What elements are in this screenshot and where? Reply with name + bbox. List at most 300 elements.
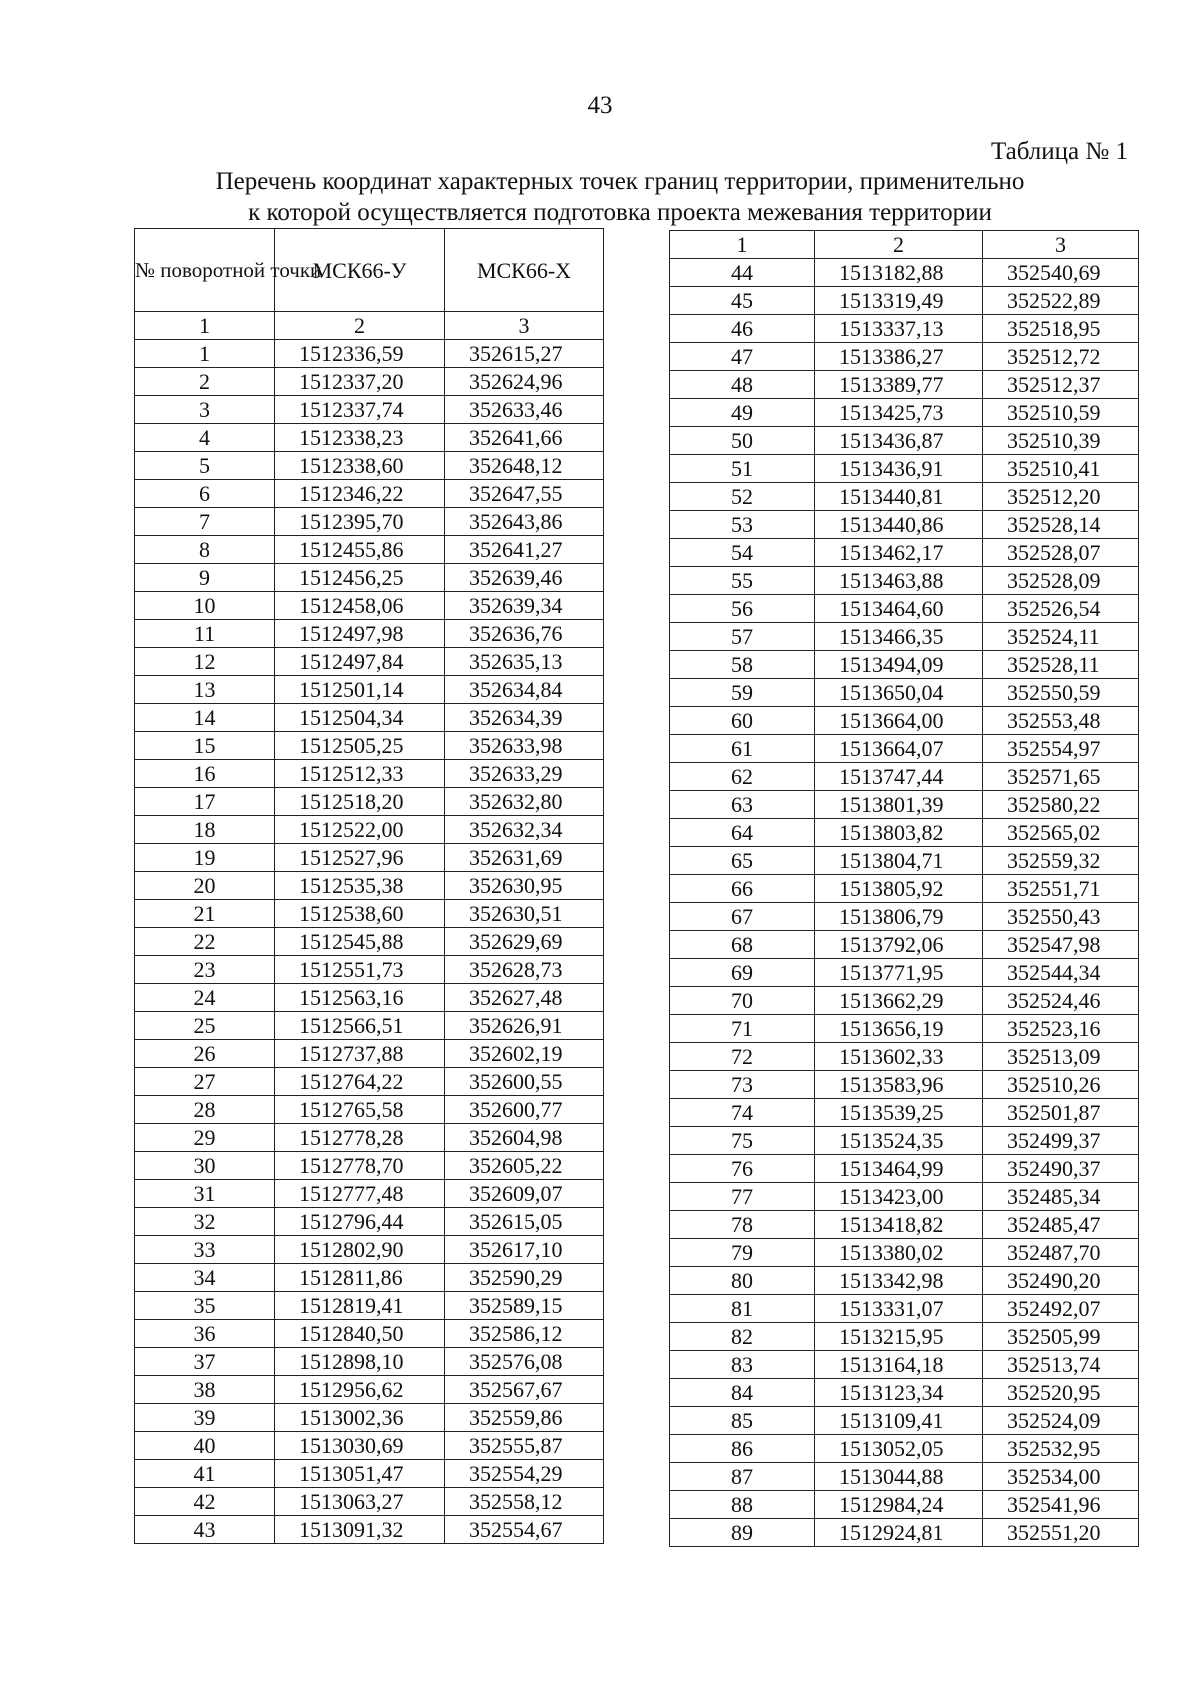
x-coordinate-cell: 352631,69 [445,844,604,872]
table-row [670,427,1139,455]
y-coordinate-cell: 1512504,34 [275,704,445,732]
y-coordinate-cell: 1512501,14 [275,676,445,704]
x-coordinate-cell: 352510,26 [983,1071,1139,1099]
table-row [135,480,604,508]
point-number-cell: 37 [135,1348,275,1376]
point-number-cell: 6 [135,480,275,508]
x-coordinate-cell: 352617,10 [445,1236,604,1264]
table-row [670,903,1139,931]
y-coordinate-cell: 1512522,00 [275,816,445,844]
table-row [670,791,1139,819]
column-header-point: № поворотной точки [135,229,275,312]
x-coordinate-cell: 352632,80 [445,788,604,816]
column-header-x: МСК66-X [445,229,604,312]
y-coordinate-cell: 1512395,70 [275,508,445,536]
x-coordinate-cell: 352518,95 [983,315,1139,343]
point-number-cell: 60 [670,707,815,735]
y-coordinate-cell: 1513524,35 [815,1127,983,1155]
table-heading [150,166,1090,228]
x-coordinate-cell: 352513,74 [983,1351,1139,1379]
point-number-cell: 55 [670,567,815,595]
x-coordinate-cell: 352633,29 [445,760,604,788]
y-coordinate-cell: 1513650,04 [815,679,983,707]
column-number-3: 3 [445,312,604,340]
y-coordinate-cell: 1513664,00 [815,707,983,735]
y-coordinate-cell: 1512336,59 [275,340,445,368]
x-coordinate-cell: 352547,98 [983,931,1139,959]
point-number-cell: 7 [135,508,275,536]
x-coordinate-cell: 352648,12 [445,452,604,480]
table-row [670,959,1139,987]
column-number-1: 1 [670,231,815,259]
table-row [670,987,1139,1015]
point-number-cell: 18 [135,816,275,844]
table-row [670,539,1139,567]
y-coordinate-cell: 1512497,84 [275,648,445,676]
x-coordinate-cell: 352554,67 [445,1516,604,1544]
table-row [670,1407,1139,1435]
y-coordinate-cell: 1513539,25 [815,1099,983,1127]
x-coordinate-cell: 352523,16 [983,1015,1139,1043]
point-number-cell: 9 [135,564,275,592]
table-row [135,956,604,984]
y-coordinate-cell: 1512518,20 [275,788,445,816]
table-row [135,1460,604,1488]
point-number-cell: 44 [670,259,815,287]
x-coordinate-cell: 352485,34 [983,1183,1139,1211]
y-coordinate-cell: 1512956,62 [275,1376,445,1404]
y-coordinate-cell: 1512924,81 [815,1519,983,1547]
point-number-cell: 78 [670,1211,815,1239]
x-coordinate-cell: 352550,43 [983,903,1139,931]
point-number-cell: 28 [135,1096,275,1124]
y-coordinate-cell: 1513091,32 [275,1516,445,1544]
x-coordinate-cell: 352635,13 [445,648,604,676]
point-number-cell: 11 [135,620,275,648]
table-row [135,368,604,396]
y-coordinate-cell: 1513331,07 [815,1295,983,1323]
point-number-cell: 80 [670,1267,815,1295]
y-coordinate-cell: 1513063,27 [275,1488,445,1516]
y-coordinate-cell: 1513806,79 [815,903,983,931]
table-row [670,1043,1139,1071]
y-coordinate-cell: 1512538,60 [275,900,445,928]
y-coordinate-cell: 1512551,73 [275,956,445,984]
y-coordinate-cell: 1513805,92 [815,875,983,903]
table-row [670,287,1139,315]
y-coordinate-cell: 1513052,05 [815,1435,983,1463]
y-coordinate-cell: 1512778,70 [275,1152,445,1180]
y-coordinate-cell: 1513463,88 [815,567,983,595]
point-number-cell: 42 [135,1488,275,1516]
x-coordinate-cell: 352555,87 [445,1432,604,1460]
point-number-cell: 74 [670,1099,815,1127]
x-coordinate-cell: 352647,55 [445,480,604,508]
point-number-cell: 68 [670,931,815,959]
x-coordinate-cell: 352639,34 [445,592,604,620]
x-coordinate-cell: 352559,86 [445,1404,604,1432]
point-number-cell: 56 [670,595,815,623]
table-row [670,1435,1139,1463]
table-row [670,1267,1139,1295]
x-coordinate-cell: 352615,27 [445,340,604,368]
x-coordinate-cell: 352630,51 [445,900,604,928]
y-coordinate-cell: 1512840,50 [275,1320,445,1348]
column-number-3: 3 [983,231,1139,259]
point-number-cell: 48 [670,371,815,399]
x-coordinate-cell: 352634,39 [445,704,604,732]
point-number-cell: 84 [670,1379,815,1407]
x-coordinate-cell: 352630,95 [445,872,604,900]
table-row [670,1491,1139,1519]
table-row [670,1463,1139,1491]
table-row [135,1208,604,1236]
x-coordinate-cell: 352554,29 [445,1460,604,1488]
point-number-cell: 50 [670,427,815,455]
table-row [670,511,1139,539]
point-number-cell: 34 [135,1264,275,1292]
point-number-cell: 83 [670,1351,815,1379]
point-number-cell: 63 [670,791,815,819]
point-number-cell: 51 [670,455,815,483]
y-coordinate-cell: 1513109,41 [815,1407,983,1435]
table-row [135,1040,604,1068]
table-row [135,396,604,424]
table-row [135,844,604,872]
table-row [135,1320,604,1348]
table-row [135,648,604,676]
x-coordinate-cell: 352510,39 [983,427,1139,455]
point-number-cell: 35 [135,1292,275,1320]
table-row [670,399,1139,427]
y-coordinate-cell: 1513801,39 [815,791,983,819]
table-row [670,483,1139,511]
y-coordinate-cell: 1512455,86 [275,536,445,564]
y-coordinate-cell: 1512456,25 [275,564,445,592]
x-coordinate-cell: 352512,20 [983,483,1139,511]
x-coordinate-cell: 352524,09 [983,1407,1139,1435]
y-coordinate-cell: 1513771,95 [815,959,983,987]
point-number-cell: 79 [670,1239,815,1267]
table-row [670,259,1139,287]
table-row [135,620,604,648]
y-coordinate-cell: 1512563,16 [275,984,445,1012]
point-number-cell: 69 [670,959,815,987]
point-number-cell: 25 [135,1012,275,1040]
y-coordinate-cell: 1513436,91 [815,455,983,483]
x-coordinate-cell: 352576,08 [445,1348,604,1376]
point-number-cell: 17 [135,788,275,816]
x-coordinate-cell: 352492,07 [983,1295,1139,1323]
point-number-cell: 52 [670,483,815,511]
page-number: 43 [587,92,613,119]
y-coordinate-cell: 1512497,98 [275,620,445,648]
x-coordinate-cell: 352510,59 [983,399,1139,427]
point-number-cell: 19 [135,844,275,872]
x-coordinate-cell: 352600,55 [445,1068,604,1096]
point-number-cell: 29 [135,1124,275,1152]
table-row [670,1183,1139,1211]
point-number-cell: 26 [135,1040,275,1068]
x-coordinate-cell: 352528,07 [983,539,1139,567]
x-coordinate-cell: 352554,97 [983,735,1139,763]
x-coordinate-cell: 352540,69 [983,259,1139,287]
point-number-cell: 27 [135,1068,275,1096]
point-number-cell: 21 [135,900,275,928]
y-coordinate-cell: 1513656,19 [815,1015,983,1043]
x-coordinate-cell: 352490,20 [983,1267,1139,1295]
point-number-cell: 32 [135,1208,275,1236]
table-row [135,1376,604,1404]
x-coordinate-cell: 352544,34 [983,959,1139,987]
x-coordinate-cell: 352641,27 [445,536,604,564]
point-number-cell: 43 [135,1516,275,1544]
point-number-cell: 12 [135,648,275,676]
point-number-cell: 2 [135,368,275,396]
point-number-cell: 8 [135,536,275,564]
point-number-cell: 61 [670,735,815,763]
table-row [135,900,604,928]
point-number-cell: 65 [670,847,815,875]
x-coordinate-cell: 352505,99 [983,1323,1139,1351]
table-row [670,1099,1139,1127]
table-row [670,567,1139,595]
table-row [670,1071,1139,1099]
point-number-cell: 23 [135,956,275,984]
table-number-label: Таблица № 1 [990,138,1128,165]
y-coordinate-cell: 1513182,88 [815,259,983,287]
y-coordinate-cell: 1513044,88 [815,1463,983,1491]
point-number-cell: 88 [670,1491,815,1519]
point-number-cell: 70 [670,987,815,1015]
table-row [670,931,1139,959]
table-row [135,1488,604,1516]
y-coordinate-cell: 1512458,06 [275,592,445,620]
table-row [670,595,1139,623]
table-row [135,872,604,900]
x-coordinate-cell: 352633,46 [445,396,604,424]
x-coordinate-cell: 352524,46 [983,987,1139,1015]
table-row [135,676,604,704]
table-row [135,1152,604,1180]
y-coordinate-cell: 1512765,58 [275,1096,445,1124]
table-row [670,875,1139,903]
point-number-cell: 39 [135,1404,275,1432]
point-number-cell: 71 [670,1015,815,1043]
table-row [135,1180,604,1208]
y-coordinate-cell: 1512898,10 [275,1348,445,1376]
x-coordinate-cell: 352522,89 [983,287,1139,315]
table-row [135,1516,604,1544]
point-number-cell: 75 [670,1127,815,1155]
x-coordinate-cell: 352609,07 [445,1180,604,1208]
point-number-cell: 41 [135,1460,275,1488]
x-coordinate-cell: 352626,91 [445,1012,604,1040]
y-coordinate-cell: 1513389,77 [815,371,983,399]
table-row [670,371,1139,399]
table-row [135,704,604,732]
table-row [670,315,1139,343]
point-number-cell: 64 [670,819,815,847]
y-coordinate-cell: 1513494,09 [815,651,983,679]
table-row [670,707,1139,735]
y-coordinate-cell: 1513662,29 [815,987,983,1015]
y-coordinate-cell: 1513462,17 [815,539,983,567]
x-coordinate-cell: 352580,22 [983,791,1139,819]
point-number-cell: 57 [670,623,815,651]
y-coordinate-cell: 1513803,82 [815,819,983,847]
table-row [135,424,604,452]
x-coordinate-cell: 352586,12 [445,1320,604,1348]
table-row [670,455,1139,483]
x-coordinate-cell: 352541,96 [983,1491,1139,1519]
x-coordinate-cell: 352524,11 [983,623,1139,651]
point-number-cell: 36 [135,1320,275,1348]
x-coordinate-cell: 352629,69 [445,928,604,956]
y-coordinate-cell: 1512545,88 [275,928,445,956]
table-row [135,592,604,620]
table-row [670,1127,1139,1155]
x-coordinate-cell: 352615,05 [445,1208,604,1236]
point-number-cell: 87 [670,1463,815,1491]
y-coordinate-cell: 1513792,06 [815,931,983,959]
y-coordinate-cell: 1513123,34 [815,1379,983,1407]
x-coordinate-cell: 352624,96 [445,368,604,396]
point-number-cell: 1 [135,340,275,368]
table-row [135,1348,604,1376]
table-row [135,536,604,564]
y-coordinate-cell: 1513215,95 [815,1323,983,1351]
point-number-cell: 33 [135,1236,275,1264]
x-coordinate-cell: 352520,95 [983,1379,1139,1407]
y-coordinate-cell: 1513425,73 [815,399,983,427]
x-coordinate-cell: 352487,70 [983,1239,1139,1267]
point-number-cell: 54 [670,539,815,567]
point-number-cell: 45 [670,287,815,315]
x-coordinate-cell: 352558,12 [445,1488,604,1516]
point-number-cell: 40 [135,1432,275,1460]
heading-line-2: к которой осуществляется подготовка проекта межевания территории [248,199,992,226]
table-row [135,564,604,592]
coordinates-table-right [669,230,1139,1547]
point-number-cell: 10 [135,592,275,620]
x-coordinate-cell: 352513,09 [983,1043,1139,1071]
y-coordinate-cell: 1512984,24 [815,1491,983,1519]
point-number-cell: 66 [670,875,815,903]
x-coordinate-cell: 352589,15 [445,1292,604,1320]
x-coordinate-cell: 352565,02 [983,819,1139,847]
x-coordinate-cell: 352534,00 [983,1463,1139,1491]
point-number-cell: 85 [670,1407,815,1435]
y-coordinate-cell: 1513423,00 [815,1183,983,1211]
x-coordinate-cell: 352499,37 [983,1127,1139,1155]
y-coordinate-cell: 1512346,22 [275,480,445,508]
y-coordinate-cell: 1512338,60 [275,452,445,480]
x-coordinate-cell: 352550,59 [983,679,1139,707]
y-coordinate-cell: 1513337,13 [815,315,983,343]
table-row [670,1211,1139,1239]
point-number-cell: 30 [135,1152,275,1180]
y-coordinate-cell: 1512778,28 [275,1124,445,1152]
table-row [135,1096,604,1124]
table-row [670,847,1139,875]
point-number-cell: 59 [670,679,815,707]
table-row [670,819,1139,847]
x-coordinate-cell: 352636,76 [445,620,604,648]
table-row [135,788,604,816]
y-coordinate-cell: 1512811,86 [275,1264,445,1292]
x-coordinate-cell: 352532,95 [983,1435,1139,1463]
y-coordinate-cell: 1512338,23 [275,424,445,452]
y-coordinate-cell: 1513030,69 [275,1432,445,1460]
table-row [670,735,1139,763]
point-number-cell: 76 [670,1155,815,1183]
x-coordinate-cell: 352604,98 [445,1124,604,1152]
y-coordinate-cell: 1513002,36 [275,1404,445,1432]
table-row [670,343,1139,371]
point-number-cell: 47 [670,343,815,371]
point-number-cell: 46 [670,315,815,343]
table-row [135,1264,604,1292]
table-row [670,679,1139,707]
point-number-cell: 67 [670,903,815,931]
coordinates-table-left [134,228,604,1544]
x-coordinate-cell: 352600,77 [445,1096,604,1124]
point-number-cell: 58 [670,651,815,679]
x-coordinate-cell: 352510,41 [983,455,1139,483]
table-row [135,1236,604,1264]
y-coordinate-cell: 1513440,81 [815,483,983,511]
x-coordinate-cell: 352512,37 [983,371,1139,399]
x-coordinate-cell: 352512,72 [983,343,1139,371]
x-coordinate-cell: 352528,09 [983,567,1139,595]
point-number-cell: 15 [135,732,275,760]
table-row [135,816,604,844]
x-coordinate-cell: 352571,65 [983,763,1139,791]
table-row [135,984,604,1012]
point-number-cell: 53 [670,511,815,539]
y-coordinate-cell: 1512802,90 [275,1236,445,1264]
x-coordinate-cell: 352501,87 [983,1099,1139,1127]
table-row [135,732,604,760]
table-row [135,1012,604,1040]
table-row [670,1323,1139,1351]
point-number-cell: 89 [670,1519,815,1547]
column-number-row [670,231,1139,259]
y-coordinate-cell: 1513464,99 [815,1155,983,1183]
x-coordinate-cell: 352485,47 [983,1211,1139,1239]
y-coordinate-cell: 1513342,98 [815,1267,983,1295]
point-number-cell: 81 [670,1295,815,1323]
table-header-row [135,229,604,312]
x-coordinate-cell: 352632,34 [445,816,604,844]
y-coordinate-cell: 1512512,33 [275,760,445,788]
y-coordinate-cell: 1513804,71 [815,847,983,875]
point-number-cell: 4 [135,424,275,452]
x-coordinate-cell: 352490,37 [983,1155,1139,1183]
y-coordinate-cell: 1513418,82 [815,1211,983,1239]
x-coordinate-cell: 352639,46 [445,564,604,592]
y-coordinate-cell: 1512777,48 [275,1180,445,1208]
point-number-cell: 24 [135,984,275,1012]
x-coordinate-cell: 352590,29 [445,1264,604,1292]
y-coordinate-cell: 1512337,74 [275,396,445,424]
x-coordinate-cell: 352627,48 [445,984,604,1012]
y-coordinate-cell: 1513164,18 [815,1351,983,1379]
y-coordinate-cell: 1513466,35 [815,623,983,651]
column-header-y: МСК66-У [275,229,445,312]
table-row [135,1432,604,1460]
